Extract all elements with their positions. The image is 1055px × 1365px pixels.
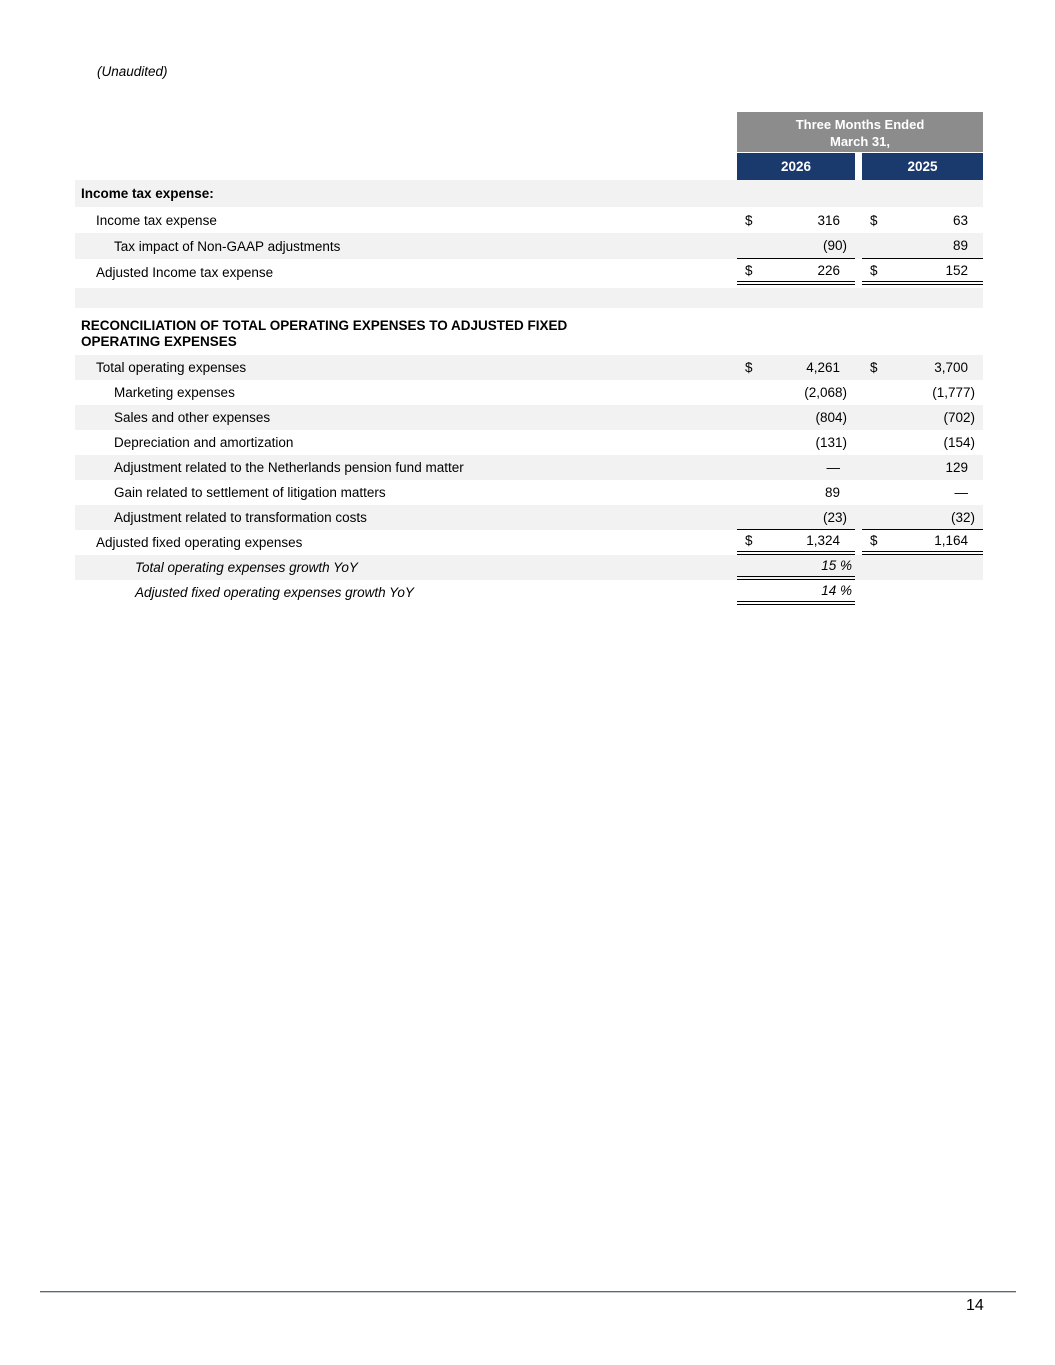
- table-row: [75, 480, 983, 505]
- row-label: Total operating expenses growth YoY: [135, 560, 358, 575]
- value-cell-2026: [737, 480, 855, 505]
- value-cell-2026: [737, 180, 855, 207]
- value-cell-2025: [862, 259, 983, 285]
- currency-symbol: $: [870, 360, 878, 375]
- value-cell-2026: [737, 259, 855, 285]
- table-row: [75, 430, 983, 455]
- column-gap: [855, 555, 862, 580]
- value-2026: (90): [822, 238, 847, 253]
- value-2025: 89: [952, 238, 968, 253]
- row-label: Adjustment related to transformation costs: [114, 510, 367, 525]
- section-title-reconciliation: [75, 316, 983, 353]
- value-cell-2025: [862, 207, 983, 233]
- column-gap: [855, 405, 862, 430]
- period-header: [737, 112, 983, 152]
- section-title-line1: RECONCILIATION OF TOTAL OPERATING EXPENSES TO ADJUSTED FIXED: [81, 318, 568, 333]
- unaudited-note: (Unaudited): [97, 64, 168, 79]
- column-gap: [855, 430, 862, 455]
- value-cell-2026: [737, 580, 855, 605]
- value-cell-2025: [862, 430, 983, 455]
- year-header-spacer: [75, 153, 737, 180]
- value-2025: 152: [945, 262, 968, 278]
- row-label: Marketing expenses: [114, 385, 235, 400]
- column-gap: [855, 259, 862, 285]
- value-cell-2025: [862, 530, 983, 555]
- value-2026: (804): [815, 410, 847, 425]
- value-cell-2026: [737, 405, 855, 430]
- value-2025: 63: [952, 212, 968, 228]
- value-cell-2026: [737, 380, 855, 405]
- year-header-row: [75, 153, 983, 180]
- table-row: [75, 207, 983, 233]
- row-label: Adjustment related to the Netherlands pension fund matter: [114, 460, 464, 475]
- column-gap: [855, 380, 862, 405]
- value-cell-2026: [737, 505, 855, 530]
- table-row: [75, 580, 983, 605]
- row-label: Adjusted fixed operating expenses: [96, 535, 303, 550]
- value-cell-2026: [737, 207, 855, 233]
- column-gap: [855, 580, 862, 605]
- value-cell-2026: [737, 555, 855, 580]
- value-cell-2025: [862, 480, 983, 505]
- table-row: [75, 355, 983, 380]
- column-gap: [855, 505, 862, 530]
- row-label: Adjusted Income tax expense: [96, 264, 274, 280]
- value-cell-2025: [862, 505, 983, 530]
- value-2026: —: [826, 460, 840, 475]
- section-title-line2: OPERATING EXPENSES: [81, 334, 237, 349]
- value-2026: 316: [817, 212, 840, 228]
- value-2025: 1,164: [934, 533, 968, 548]
- currency-symbol: $: [870, 262, 878, 278]
- table-row: [75, 233, 983, 259]
- row-label: Adjusted fixed operating expenses growth YoY: [135, 585, 414, 600]
- value-2025: (1,777): [932, 385, 975, 400]
- table-row: [75, 380, 983, 405]
- value-2026: 1,324: [806, 533, 840, 548]
- value-cell-2025: [862, 580, 983, 605]
- column-header-2025: 2025: [862, 153, 983, 180]
- value-cell-2025: [862, 180, 983, 207]
- value-cell-2026: [737, 530, 855, 555]
- currency-symbol: $: [745, 533, 753, 548]
- row-label: Tax impact of Non-GAAP adjustments: [114, 238, 341, 254]
- section-header-row-income-tax: [75, 180, 983, 207]
- empty-stripe-row: [75, 288, 983, 308]
- column-gap: [855, 455, 862, 480]
- currency-symbol: $: [745, 360, 753, 375]
- footer-divider: [40, 1291, 1016, 1293]
- financial-table: [75, 112, 983, 605]
- column-gap: [855, 153, 862, 180]
- value-2026: (2,068): [804, 385, 847, 400]
- period-header-line1: Three Months Ended: [795, 117, 925, 132]
- period-header-line2: March 31,: [830, 134, 890, 149]
- page-number: 14: [966, 1297, 984, 1314]
- table-row: [75, 259, 983, 285]
- table-row: [75, 555, 983, 580]
- value-2025: (32): [950, 509, 975, 525]
- table-row: [75, 505, 983, 530]
- row-label: Depreciation and amortization: [114, 435, 294, 450]
- table-row: [75, 405, 983, 430]
- value-cell-2025: [862, 555, 983, 580]
- column-header-2026: 2026: [737, 153, 855, 180]
- value-cell-2025: [862, 405, 983, 430]
- value-2025: 129: [945, 460, 968, 475]
- currency-symbol: $: [745, 262, 753, 278]
- value-cell-2026: [737, 430, 855, 455]
- value-2025: (154): [943, 435, 975, 450]
- value-2025: 3,700: [934, 360, 968, 375]
- currency-symbol: $: [870, 533, 878, 548]
- column-gap: [855, 480, 862, 505]
- table-row: [75, 530, 983, 555]
- value-2026: 15 %: [821, 558, 852, 573]
- column-gap: [855, 180, 862, 207]
- section-title: Income tax expense:: [81, 186, 214, 201]
- value-2026: 89: [824, 485, 840, 500]
- row-label: Sales and other expenses: [114, 410, 271, 425]
- column-gap: [855, 530, 862, 555]
- value-2026: (131): [815, 435, 847, 450]
- value-2026: 226: [817, 262, 840, 278]
- row-label: Total operating expenses: [96, 360, 247, 375]
- column-gap: [855, 233, 862, 259]
- table-row: [75, 455, 983, 480]
- currency-symbol: $: [870, 212, 878, 228]
- value-cell-2025: [862, 355, 983, 380]
- column-gap: [855, 207, 862, 233]
- value-cell-2026: [737, 455, 855, 480]
- value-2026: 4,261: [806, 360, 840, 375]
- value-cell-2025: [862, 455, 983, 480]
- value-cell-2025: [862, 233, 983, 259]
- value-2026: (23): [822, 509, 847, 525]
- value-2025: (702): [943, 410, 975, 425]
- value-cell-2026: [737, 355, 855, 380]
- column-gap: [855, 355, 862, 380]
- row-label: Gain related to settlement of litigation matters: [114, 485, 386, 500]
- value-2025: —: [954, 485, 968, 500]
- value-2026: 14 %: [821, 583, 852, 598]
- value-cell-2025: [862, 380, 983, 405]
- value-cell-2026: [737, 233, 855, 259]
- row-label: Income tax expense: [96, 212, 217, 228]
- currency-symbol: $: [745, 212, 753, 228]
